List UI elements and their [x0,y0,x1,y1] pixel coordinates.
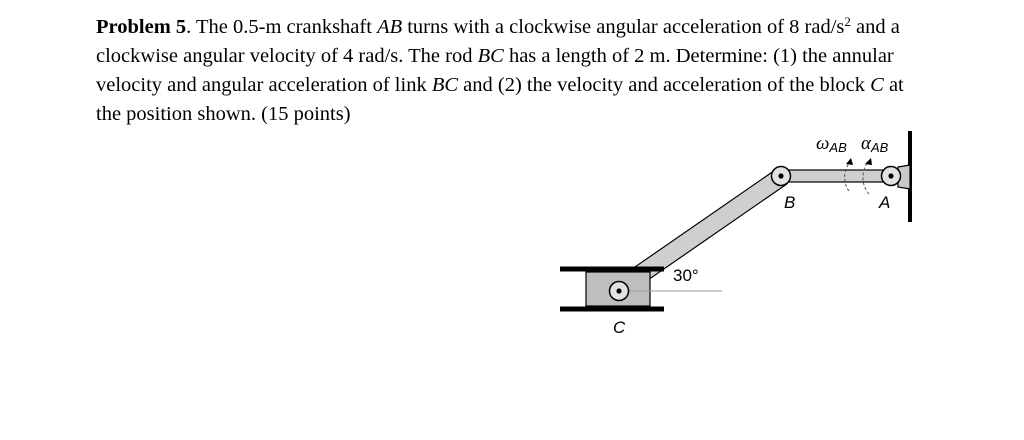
point-a-label: A [879,193,891,212]
pin-c-center [616,288,621,293]
rod-name: BC [431,74,459,96]
text-run: and (2) the velocity and acceleration of the block [458,74,871,96]
text-run: at the position shown. (15 points) [96,74,904,125]
text-run: and a clockwise angular velocity of 4 rad/s. The rod [96,16,900,67]
omega-label: ωAB [816,133,847,155]
text-run: turns with a clockwise angular acceleration of 8 rad/s [402,16,845,38]
crankshaft-ab [781,170,891,182]
text-run: . The 0.5-m crankshaft [186,16,378,38]
alpha-arrowhead-icon [865,158,872,165]
pin-a-center [888,173,893,178]
omega-arrowhead-icon [846,158,853,165]
block-name: C [870,74,884,96]
angle-label: 30° [673,266,699,285]
pin-b-center [778,173,783,178]
point-b-label: B [784,193,796,212]
alpha-label: αAB [861,133,889,155]
text-run: has a length of 2 m. Determine: (1) the annular velocity and angular acceleration of link [96,45,894,96]
point-c-label: C [613,318,626,337]
rod-name: BC [477,45,504,67]
problem-heading: Problem 5 [96,16,187,38]
crankshaft-name: AB [377,16,403,38]
superscript: 2 [844,14,851,29]
